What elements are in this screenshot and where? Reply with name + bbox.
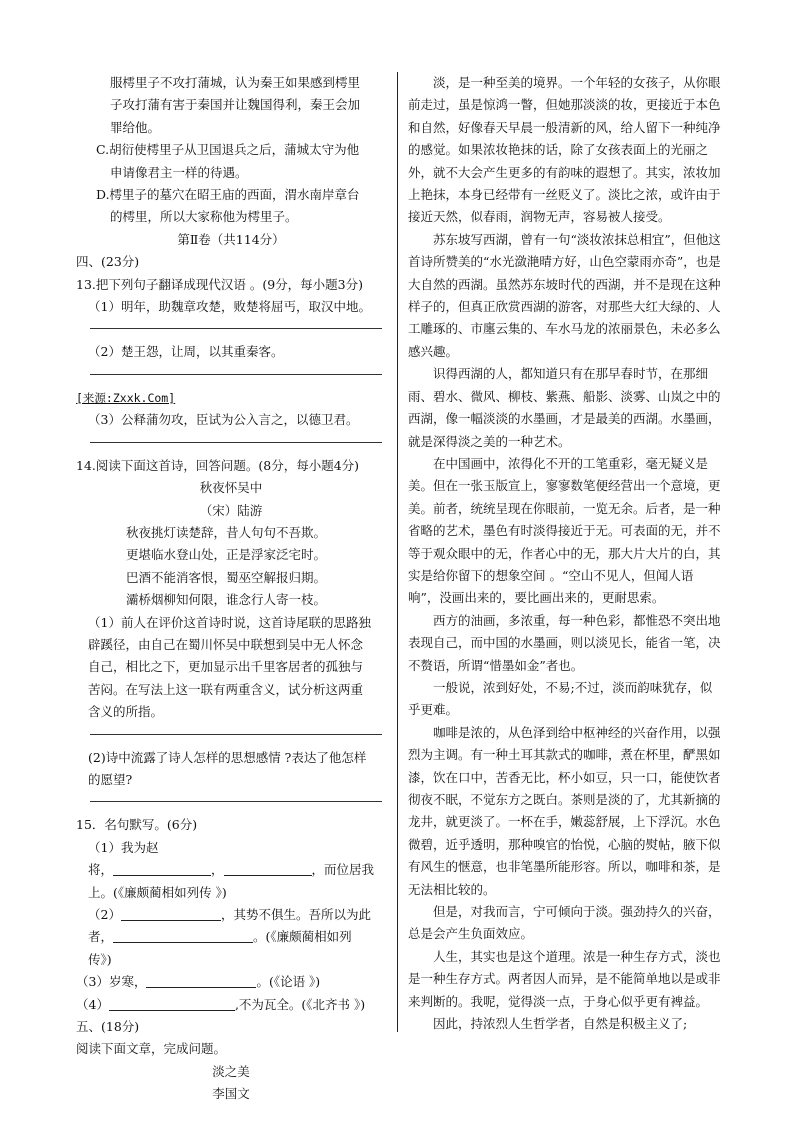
- poem-line: 秋夜挑灯读楚辞，昔人句句不吾欺。: [126, 524, 327, 540]
- question-14-1: 自己，相比之下，更加显示出千里客居者的孤独与: [88, 659, 364, 675]
- question-15-1: （1）我为赵: [88, 839, 159, 855]
- question-15: 15．名句默写。(6分): [76, 817, 198, 833]
- question-15-4: [76, 994, 386, 1016]
- question-15-1-blanks: [76, 859, 386, 881]
- fill-blank[interactable]: [109, 996, 235, 1011]
- text: （2）: [88, 907, 121, 922]
- right-column: [408, 72, 724, 1035]
- section-5-heading: 五、(18分): [76, 1019, 140, 1035]
- text: ，而位居我: [311, 862, 375, 878]
- answer-line: [90, 374, 382, 375]
- left-column: [76, 72, 386, 1106]
- section-4-heading: 四、(23分): [76, 254, 140, 270]
- option-b-line: 服樗里子不攻打蒲城，认为秦王如果感到樗里: [110, 75, 361, 90]
- question-15-3: [76, 971, 386, 993]
- question-13: 13.把下列句子翻译成现代汉语 。(9分，每小题3分): [76, 276, 364, 292]
- question-15-2-source: 传》): [88, 951, 112, 967]
- question-14-1: 苦闷。在写法上这一联有两重含义，试分析这两重: [88, 681, 364, 697]
- poem-author: （宋）陆游: [199, 502, 263, 518]
- answer-line: [90, 801, 382, 802]
- question-13-2: （2）楚王怨，让周，以其重秦客。: [88, 344, 284, 360]
- essay-paragraph: 咖啡是浓的，从色泽到给中枢神经的兴奋作用，以强烈为主调。有一种土耳其款式的咖啡，煮在杯里，酽黑如漆，饮在口中，苦香无比，杯小如豆，只一口，能使饮者彻夜不眠，不觉东方之既白。茶则是淡的了，尤其新摘的龙井，就更淡了。一杯在手，嫩蕊舒展，上下浮沉。水色微碧，近乎透明，那种嗅官的怡悦，心脑的熨帖，腋下似有风生的惬意，也非笔墨所能形容。所以，咖啡和茶，是无法相比较的。: [408, 724, 721, 897]
- source-link[interactable]: [来源:Zxxk.Com]: [76, 390, 176, 405]
- text: 者，: [88, 929, 114, 945]
- option-d-line: D.樗里子的墓穴在昭王庙的西面，渭水南岸章台: [96, 187, 360, 203]
- question-15-2: [76, 904, 386, 926]
- question-14-1: （1）前人在评价这首诗时说，这首诗尾联的思路独: [88, 614, 371, 630]
- column-divider: [397, 72, 398, 1032]
- answer-line: [90, 734, 382, 735]
- part2-title: 第Ⅱ卷（共114分）: [177, 231, 285, 247]
- option-c-line: 申请像君主一样的待遇。: [110, 164, 248, 180]
- answer-line: [90, 328, 382, 329]
- essay-author: 李国文: [212, 1086, 250, 1102]
- essay-paragraph: 一般说，浓到好处，不易;不过，淡而韵味犹存，似乎更难。: [408, 679, 713, 718]
- text: （4）: [76, 996, 109, 1012]
- question-14-2: (2)诗中流露了诗人怎样的思想感情 ?表达了他怎样: [88, 749, 367, 765]
- text: （3）岁寒，: [76, 974, 147, 990]
- question-14-1: 辟蹊径，由自己在蜀川怀吴中联想到吴中无人怀念: [88, 636, 364, 652]
- poem-line: 更堪临水登山处，正是浮家泛宅时。: [126, 547, 327, 563]
- essay-paragraph: 在中国画中，浓得化不开的工笔重彩，毫无疑义是美。但在一张玉版宣上，寥寥数笔便经营出一个意境，更美。前者，统统呈现在你眼前，一览无余。后者，是一种省略的艺术，墨色有时淡得接近于无。可表面的无，并不等于观众眼中的无，作者心中的无，那大片大片的白，其实是给你留下的想象空间 。“空山不见人，但闻人语响”，没画出来的，要比画出来的，更耐思索。: [408, 455, 721, 606]
- question-15-1-source: 上。(《廉颇蔺相如列传 》): [88, 884, 227, 900]
- fill-blank[interactable]: [146, 973, 256, 988]
- essay-paragraph: 苏东坡写西湖，曾有一句“淡妆浓抹总相宜”，但他这首诗所赞美的“水光潋滟晴方好，山色空蒙雨亦奇”，也是大自然的西湖。虽然苏东坡时代的西湖，并不是现在这种样子的，但真正欣赏西湖的游客，对那些大红大绿的、人工雕琢的、市廛云集的、车水马龙的浓丽景色，未必多么感兴趣。: [408, 231, 721, 359]
- poem-line: 灞桥烟柳知何限，谁念行人寄一枝。: [126, 592, 327, 608]
- section-5-instruction: 阅读下面文章，完成问题。: [76, 1041, 227, 1057]
- question-14: 14.阅读下面这首诗，回答问题。(8分，每小题4分): [76, 457, 360, 473]
- option-b-line: 子攻打蒲有害于秦国并让魏国得利，秦王会加: [110, 97, 361, 113]
- poem-title: 秋夜怀吴中: [199, 480, 263, 496]
- essay-paragraph: 因此，持浓烈人生哲学者，自然是积极主义了;: [433, 1016, 688, 1032]
- question-13-1: （1）明年，助魏章攻楚，败楚将屈丐，取汉中地。: [88, 299, 371, 315]
- text: 。(《廉颇蔺相如列: [253, 929, 352, 945]
- fill-blank[interactable]: [224, 861, 312, 876]
- text: 。(《论语 》): [256, 974, 321, 990]
- essay-paragraph: 人生，其实也是这个道理。浓是一种生存方式，淡也是一种生存方式。两者因人而异，是不能简单地以是或非来判断的。我呢，觉得淡一点，于身心似乎更有裨益。: [408, 948, 721, 1009]
- text: ，: [211, 862, 224, 878]
- option-d-line: 的樗里，所以大家称他为樗里子。: [110, 209, 298, 225]
- text: ，其势不俱生。吾所以为此: [220, 907, 371, 922]
- text: ,不为瓦全。(《北齐书 》): [234, 996, 366, 1012]
- answer-line: [90, 442, 382, 443]
- fill-blank[interactable]: [113, 861, 211, 876]
- fill-blank[interactable]: [121, 906, 221, 921]
- question-13-3: （3）公释蒲勿攻，臣试为公入言之，以德卫君。: [88, 412, 359, 428]
- essay-paragraph: 淡，是一种至美的境界。一个年轻的女孩子，从你眼前走过，虽是惊鸿一瞥，但她那淡淡的妆，更接近于本色和自然，好像春天早晨一般清新的风，给人留下一种纯净的感觉。如果浓妆艳抹的话，除了女孩表面上的光丽之外，就不大会产生更多的有韵味的遐想了。其实，浓妆加上艳抹，本身已经带有一丝贬义了。淡比之浓，或许由于接近天然，似春雨，润物无声，容易被人接受。: [408, 75, 721, 225]
- option-b-line: 罪给他。: [110, 119, 161, 135]
- question-14-2: 的愿望?: [88, 771, 133, 787]
- essay-paragraph: 识得西湖的人，都知道只有在那早春时节，在那细雨、碧水、微风、柳枝、紫燕、船影、淡雾、山岚之中的西湖，像一幅淡淡的水墨画，才是最美的西湖。水墨画，就是深得淡之美的一种艺术。: [408, 366, 721, 449]
- text: 将，: [88, 862, 114, 878]
- essay-title: 淡之美: [212, 1063, 250, 1079]
- essay-paragraph: 但是，对我而言，宁可倾向于淡。强劲持久的兴奋，总是会产生负面效应。: [408, 904, 721, 942]
- essay-paragraph: 西方的油画，多浓重，每一种色彩，都惟恐不突出地表现自己，而中国的水墨画，则以淡见长，能省一笔，决不赘语，所谓“惜墨如金”者也。: [408, 612, 721, 673]
- option-c-line: C.胡衍使樗里子从卫国退兵之后，蒲城太守为他: [96, 142, 360, 158]
- fill-blank[interactable]: [113, 928, 253, 943]
- question-15-2-b: [76, 926, 386, 948]
- poem-line: 巴酒不能消客恨，蜀巫空解报归期。: [126, 569, 327, 585]
- question-14-1: 含义的所指。: [88, 704, 164, 720]
